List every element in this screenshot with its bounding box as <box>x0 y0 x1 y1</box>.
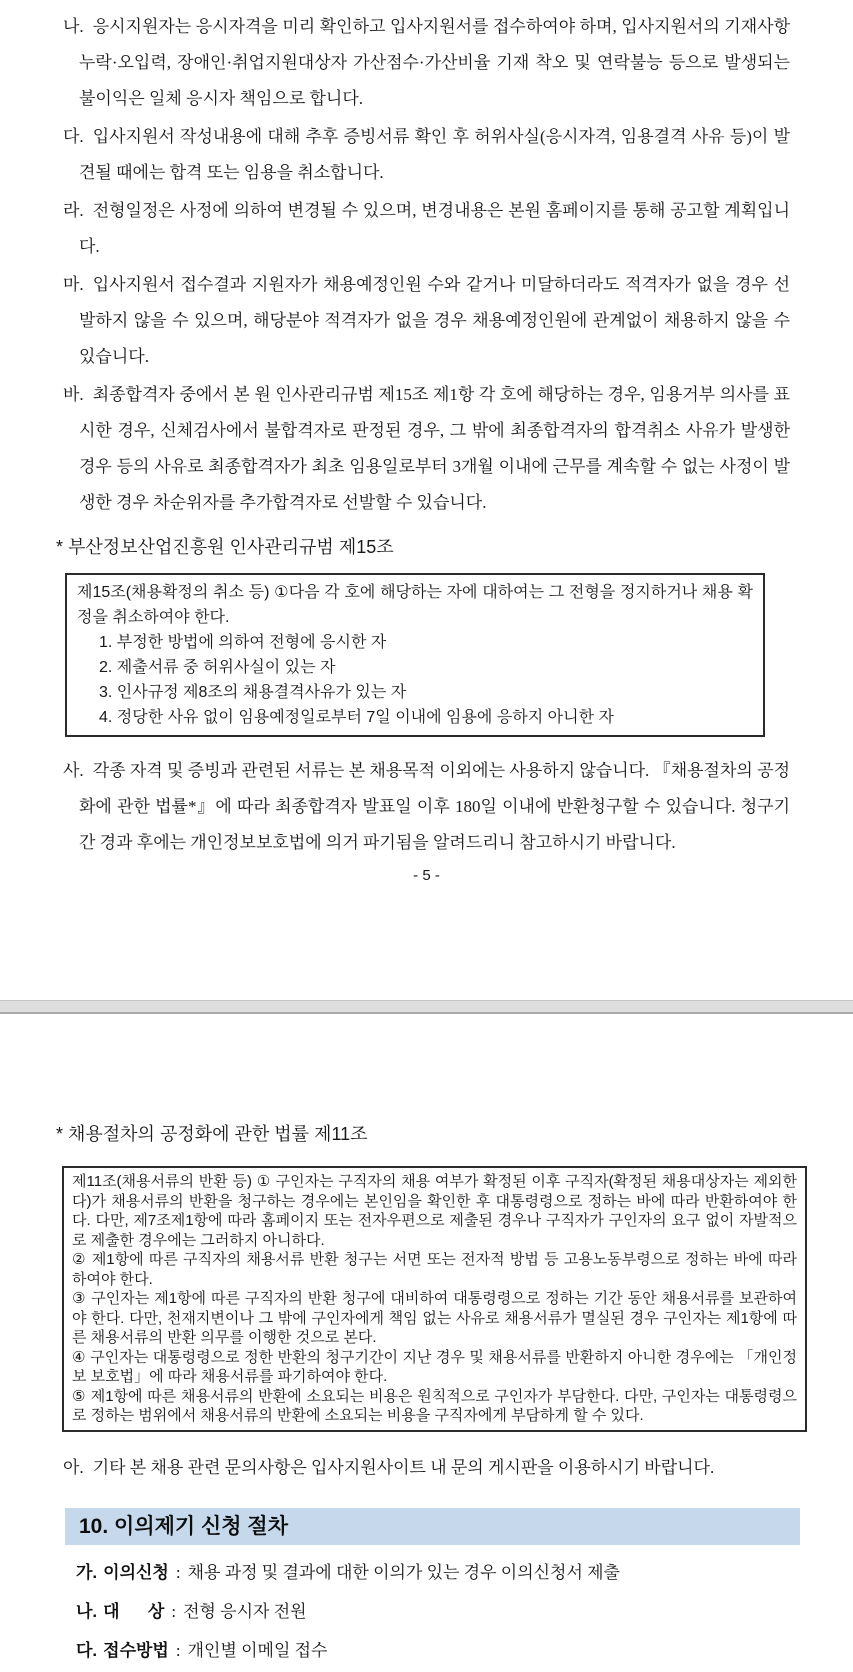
item-da <box>63 119 790 191</box>
rule15-clause: 1. 부정한 방법에 의하여 전형에 응시한 자 <box>99 634 387 651</box>
detail-marker: 다. <box>76 1640 98 1660</box>
rule15-clause: 3. 인사규정 제8조의 채용결격사유가 있는 자 <box>99 684 407 701</box>
item-na <box>63 9 790 117</box>
item-text: 최종합격자 중에서 본 원 인사관리규범 제15조 제1항 각 호에 해당하는 경우, 임용거부 의사를 표시한 경우, 신체검사에서 불합격자로 판정된 경우, 그 밖에 최종합격자의 합격취소 사유가 발생한 경우 등의 사유로 최종합격자가 최초 임용일로부터 3개월 이내에 근무를 계속할 수 없는 사정이 발생한 경우 차순위자를 추가합격자로 선발할 수 있습니다. <box>79 385 790 512</box>
detail-label: 대 상 <box>103 1601 165 1621</box>
item-marker: 나. <box>63 17 84 36</box>
section10-heading: 10. 이의제기 신청 절차 <box>65 1508 800 1545</box>
item-text: 각종 자격 및 증빙과 관련된 서류는 본 채용목적 이외에는 사용하지 않습니다. 『채용절차의 공정화에 관한 법률*』에 따라 최종합격자 발표일 이후 180일 이내에 반환청구할 수 있습니다. 청구기간 경과 후에는 개인정보보호법에 의거 파기됨을 알려드리니 참고하시기 바랍니다. <box>79 761 790 852</box>
item-marker: 라. <box>63 201 84 220</box>
item-text: 전형일정은 사정에 의하여 변경될 수 있으며, 변경내용은 본원 홈페이지를 통해 공고할 계획입니다. <box>79 201 790 256</box>
detail-item <box>76 1559 790 1587</box>
item-ra <box>63 193 790 265</box>
detail-label: 접수방법 <box>103 1640 169 1660</box>
rule15-clause: 4. 정당한 사유 없이 임용예정일로부터 7일 이내에 임용에 응하지 아니한 자 <box>99 709 614 726</box>
law11-paragraph: ③ 구인자는 제1항에 따른 구직자의 반환 청구에 대비하여 대통령령으로 정하는 기간 동안 채용서류를 보관하여야 한다. 다만, 천재지변이나 그 밖에 구인자에게 책임 없는 사유로 채용서류가 멸실된 경우 구인자는 제1항에 따른 채용서류의 반환 의무를 이행한 것으로 본다. <box>72 1290 797 1346</box>
law11-heading: * 채용절차의 공정화에 관한 법률 제11조 <box>56 1124 368 1144</box>
detail-label: 이의신청 <box>103 1562 169 1582</box>
item-ba <box>63 377 790 521</box>
detail-marker: 가. <box>76 1562 98 1582</box>
item-sa <box>63 753 790 861</box>
item-text: 응시지원자는 응시자격을 미리 확인하고 입사지원서를 접수하여야 하며, 입사지원서의 기재사항 누락·오입력, 장애인·취업지원대상자 가산점수·가산비율 기재 착오 및 연락불능 등으로 발생되는 불이익은 일체 응시자 책임으로 합니다. <box>79 17 790 108</box>
item-marker: 마. <box>63 275 84 294</box>
item-text: 입사지원서 작성내용에 대해 추후 증빙서류 확인 후 허위사실(응시자격, 임용결격 사유 등)이 발견될 때에는 합격 또는 임용을 취소합니다. <box>79 127 790 182</box>
detail-value: 개인별 이메일 접수 <box>187 1640 328 1660</box>
law11-box <box>62 1166 807 1432</box>
detail-item <box>76 1637 790 1665</box>
item-text: 기타 본 채용 관련 문의사항은 입사지원사이트 내 문의 게시판을 이용하시기 바랍니다. <box>92 1457 715 1477</box>
item-text: 입사지원서 접수결과 지원자가 채용예정인원 수와 같거나 미달하더라도 적격자가 없을 경우 선발하지 않을 수 있으며, 해당분야 적격자가 없을 경우 채용예정인원에 관계없이 채용하지 않을 수 있습니다. <box>79 275 790 366</box>
law11-paragraph: ⑤ 제1항에 따른 채용서류의 반환에 소요되는 비용은 원칙적으로 구인자가 부담한다. 다만, 구인자는 대통령령으로 정하는 범위에서 채용서류의 반환에 소요되는 비용을 구직자에게 부담하게 할 수 있다. <box>72 1387 797 1424</box>
detail-separator: : <box>171 1601 177 1621</box>
detail-value: 전형 응시자 전원 <box>183 1601 307 1621</box>
detail-separator: : <box>175 1562 181 1582</box>
item-marker: 사. <box>63 761 84 780</box>
rule15-clause: 2. 제출서류 중 허위사실이 있는 자 <box>99 659 336 676</box>
law11-paragraph: 제11조(채용서류의 반환 등) ① 구인자는 구직자의 채용 여부가 확정된 이후 구직자(확정된 채용대상자는 제외한다)가 채용서류의 반환을 청구하는 경우에는 본인임을 확인한 후 대통령령으로 정하는 바에 따라 반환하여야 한다. 다만, 제7조제1항에 따라 홈페이지 또는 전자우편으로 제출된 경우나 구직자가 구인자의 요구 없이 자발적으로 제출한 경우에는 그러하지 아니하다. <box>72 1173 797 1249</box>
page-break-divider <box>0 1000 853 1014</box>
page-number: - 5 - <box>413 867 440 884</box>
item-marker: 다. <box>63 127 84 146</box>
section10-details <box>63 1559 790 1665</box>
detail-item <box>76 1598 790 1626</box>
rule15-box-intro: 제15조(채용확정의 취소 등) ①다음 각 호에 해당하는 자에 대하여는 그 전형을 정지하거나 채용 확정을 취소하여야 한다. <box>77 584 753 626</box>
detail-marker: 나. <box>76 1601 98 1621</box>
law11-paragraph: ④ 구인자는 대통령령으로 정한 반환의 청구기간이 지난 경우 및 채용서류를 반환하지 아니한 경우에는 「개인정보 보호법」에 따라 채용서류를 파기하여야 한다. <box>72 1348 797 1385</box>
law11-paragraph: ② 제1항에 따른 구직자의 채용서류 반환 청구는 서면 또는 전자적 방법 등 고용노동부령으로 정하는 바에 따라 하여야 한다. <box>72 1251 797 1288</box>
rule15-heading: * 부산정보산업진흥원 인사관리규범 제15조 <box>56 537 394 557</box>
item-ma <box>63 267 790 375</box>
detail-value: 채용 과정 및 결과에 대한 이의가 있는 경우 이의신청서 제출 <box>187 1562 620 1582</box>
rule15-box <box>65 573 765 737</box>
item-marker: 아. <box>63 1457 84 1477</box>
item-ah <box>63 1450 790 1486</box>
detail-separator: : <box>175 1640 181 1660</box>
item-marker: 바. <box>63 385 84 404</box>
document-page-6 <box>0 1014 853 1672</box>
